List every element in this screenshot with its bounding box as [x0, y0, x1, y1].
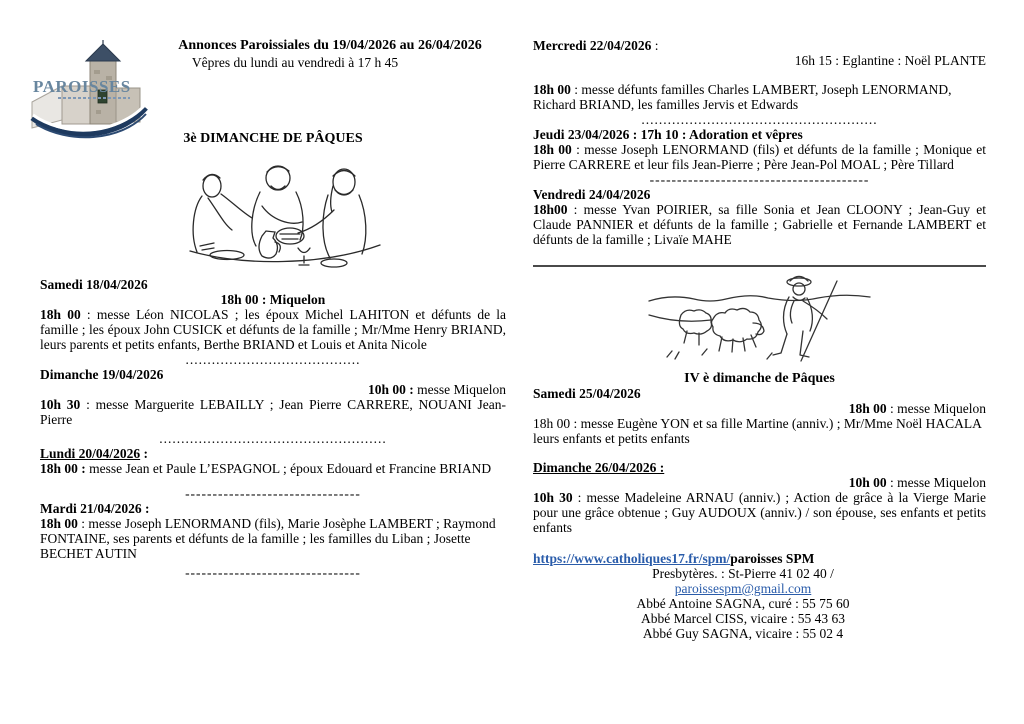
website-line: [533, 551, 986, 566]
mass-intentions-mardi-21: [40, 516, 506, 561]
mass-location-samedi-25: [533, 401, 986, 416]
priest-line: Abbé Marcel CISS, vicaire : 55 43 63: [641, 611, 845, 626]
mass-time: 18h 00: [848, 401, 887, 416]
website-suffix: paroisses SPM: [730, 551, 815, 566]
mass-location-text: : messe Miquelon: [886, 475, 986, 490]
mass-intentions-mercredi-22: [533, 82, 986, 112]
mass-intentions-dimanche-26: [533, 490, 986, 535]
presbytery-phone-line: Presbytères. : St-Pierre 41 02 40 /: [652, 566, 834, 581]
mass-time: 18h 00 :: [40, 461, 86, 476]
mass-intentions-text: : messe défunts familles Charles LAMBERT, Joseph LENORMAND, Richard BRIAND, les familles Jervis et Edwards: [533, 82, 952, 112]
mass-intentions-dimanche-19: [40, 397, 506, 427]
email-line: [533, 581, 953, 596]
date-text: Mercredi 22/04/2026: [533, 38, 652, 53]
mass-time: 10h 30: [533, 490, 573, 505]
date-heading-samedi-18: Samedi 18/04/2026: [40, 277, 148, 292]
section-title-3rd-sunday: 3è DIMANCHE DE PÂQUES: [183, 131, 363, 146]
mass-time: 18h 00: [533, 82, 571, 97]
mass-time: 18h 00: [40, 307, 81, 322]
eglantine-line: 16h 15 : Eglantine : Noël PLANTE: [794, 53, 986, 68]
date-heading-lundi-20: [40, 446, 506, 461]
mass-intentions-vendredi-24: [533, 202, 986, 247]
date-suffix: :: [651, 38, 659, 53]
dotted-separator: ......................................................: [641, 112, 878, 127]
mass-intentions-samedi-25: 18h 00 : messe Eugène YON et sa fille Martine (anniv.) ; Mr/Mme Noël HACALA leurs enfants et petits enfants: [533, 416, 982, 446]
emmaus-supper-illustration: [172, 150, 390, 276]
good-shepherd-drawing-icon: [647, 271, 872, 366]
dotted-separator: ....................................................: [159, 431, 387, 446]
dashed-separator: ----------------------------------------: [649, 172, 870, 187]
contact-block: [533, 566, 953, 641]
mass-intentions-text: : messe Joseph LENORMAND (fils), Marie Josèphe LAMBERT ; Raymond FONTAINE, ses parents et défunts de la famille ; les familles du Liban ; Josette BECHET AUTIN: [40, 516, 496, 561]
good-shepherd-illustration: [533, 271, 986, 369]
vespers-schedule-line: Vêpres du lundi au vendredi à 17 h 45: [191, 55, 399, 70]
mass-time: 18h00: [533, 202, 568, 217]
mass-intentions-text: : messe Yvan POIRIER, sa fille Sonia et Jean CLOONY ; Jean-Guy et Claude PANNIER et défunts de la famille ; Gabrielle et Fernande LAMBERT et défunts de la famille ; Livaïe MAHE: [533, 202, 986, 247]
date-text: Dimanche 26/04/2026 :: [533, 460, 665, 475]
dotted-separator: ........................................: [185, 352, 361, 367]
mass-intentions-text: : messe Léon NICOLAS ; les époux Michel LAHITON et défunts de la famille ; les époux John CUSICK et défunts de la famille ; Mr/Mme Henry BRIAND, leurs parents et petits enfants, Berthe BRIAND et Louis et Anita Nicole: [40, 307, 507, 352]
parish-website-link[interactable]: https://www.catholiques17.fr/spm/: [533, 551, 731, 566]
mass-location-dimanche-26: [533, 475, 986, 490]
mass-intentions-lundi-20: [40, 461, 506, 476]
date-heading-vendredi-24: Vendredi 24/04/2026: [533, 187, 651, 202]
page-title: Annonces Paroissiales du 19/04/2026 au 26/04/2026: [178, 38, 482, 53]
section-divider: [533, 265, 986, 267]
section-title-4th-sunday: IV è dimanche de Pâques: [684, 371, 835, 386]
parish-logo-text: PAROISSES: [33, 77, 131, 96]
date-heading-samedi-25: Samedi 25/04/2026: [533, 386, 641, 401]
date-heading-mardi-21: Mardi 21/04/2026 :: [40, 501, 150, 516]
date-suffix: :: [140, 446, 149, 461]
priest-line: Abbé Guy SAGNA, vicaire : 55 02 4: [642, 626, 844, 641]
emmaus-supper-drawing-icon: [172, 150, 390, 276]
mass-intentions-text: messe Jean et Paule L’ESPAGNOL ; époux Edouard et Francine BRIAND: [85, 461, 492, 476]
date-text: Lundi 20/04/2026: [40, 446, 141, 461]
date-heading-dimanche-26: [533, 460, 986, 475]
date-heading-mercredi-22: [533, 38, 986, 53]
parish-email-link[interactable]: paroissespm@gmail.com: [674, 581, 812, 596]
mass-location-text: : messe Miquelon: [886, 401, 986, 416]
priest-line: Abbé Antoine SAGNA, curé : 55 75 60: [636, 596, 850, 611]
date-heading-jeudi-23: Jeudi 23/04/2026 : 17h 10 : Adoration et vêpres: [533, 127, 803, 142]
mass-location-dimanche-19: [40, 382, 506, 397]
mass-intentions-text: : messe Joseph LENORMAND (fils) et défunts de la famille ; Monique et Pierre CARRERE et leur fils Jean-Pierre ; Père Jean-Pol MOAL ; Père Tillard: [533, 142, 986, 172]
mass-time: 10h 00: [848, 475, 887, 490]
mass-intentions-text: : messe Madeleine ARNAU (anniv.) ; Action de grâce à la Vierge Marie pour une grâce obtenue ; Guy AUDOUX (anniv.) / son épouse, ses enfants et petits enfants: [533, 490, 986, 535]
mass-intentions-samedi-18: [40, 307, 506, 352]
mass-time: 18h 00: [533, 142, 572, 157]
mass-location-text: messe Miquelon: [413, 382, 506, 397]
date-heading-dimanche-19: Dimanche 19/04/2026: [40, 367, 164, 382]
mass-time: 10h 30: [40, 397, 81, 412]
mass-intentions-text: : messe Marguerite LEBAILLY ; Jean Pierre CARRERE, NOUANI Jean-Pierre: [40, 397, 507, 427]
dashed-separator: --------------------------------: [185, 486, 361, 501]
right-column: [533, 38, 986, 641]
mass-time: 10h 00 :: [367, 382, 414, 397]
dashed-separator: --------------------------------: [185, 565, 361, 580]
mass-location-samedi-18: 18h 00 : Miquelon: [220, 292, 326, 307]
mass-time: 18h 00: [40, 516, 78, 531]
left-column: [40, 277, 506, 580]
mass-intentions-jeudi-23: [533, 142, 986, 172]
